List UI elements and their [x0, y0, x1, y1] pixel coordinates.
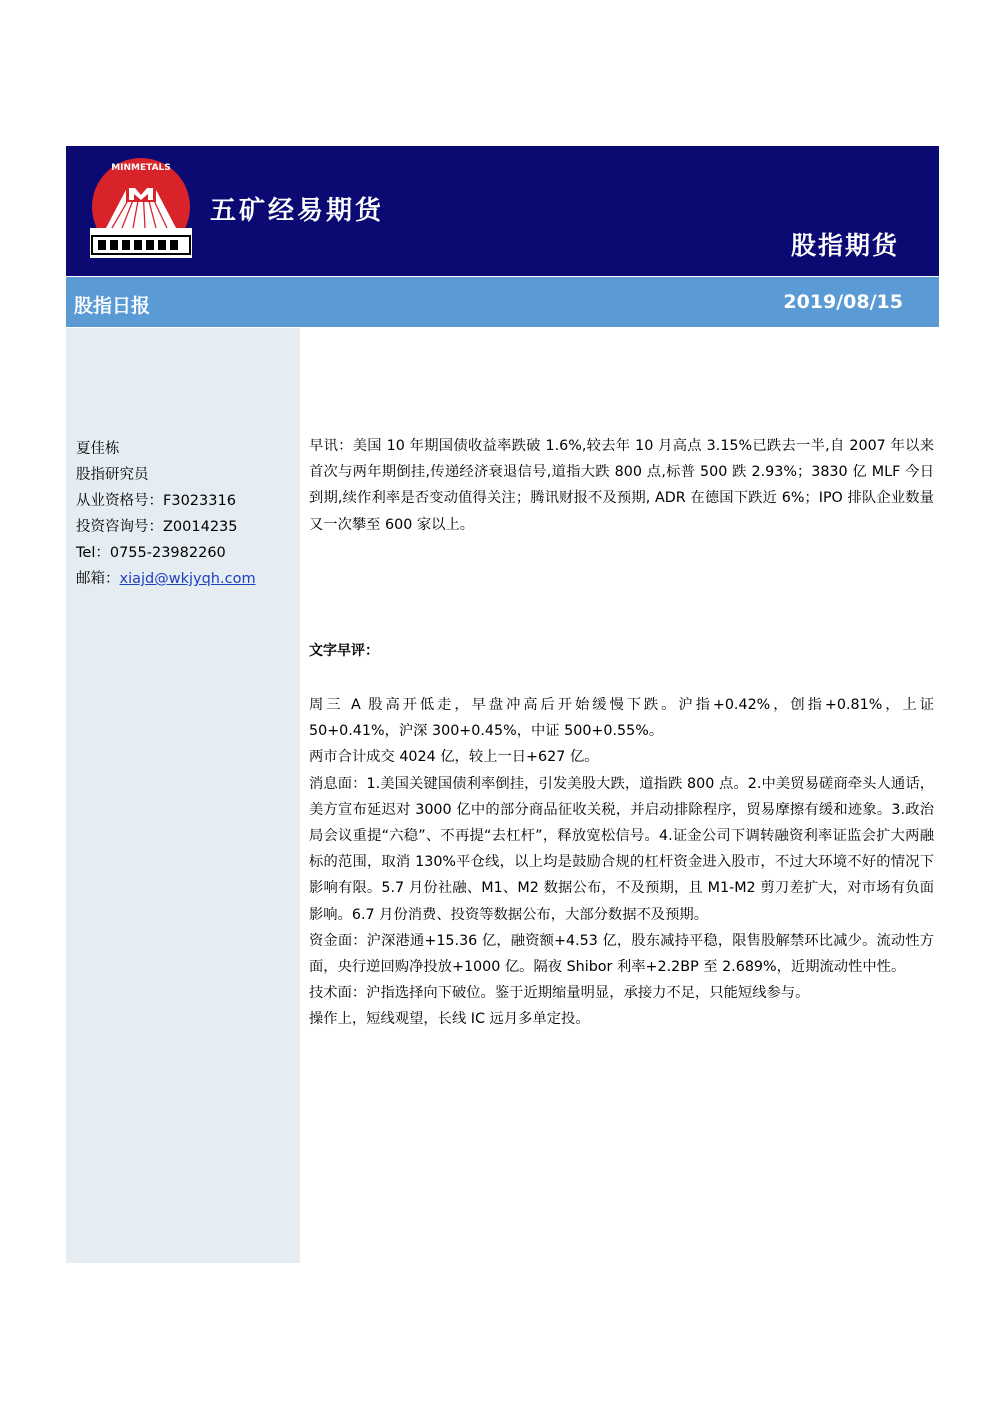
author-sidebar	[66, 328, 300, 1263]
author-info	[76, 436, 256, 592]
author-license: 从业资格号：F3023316	[76, 493, 236, 509]
report-type: 股指日报	[74, 295, 151, 317]
product-name: 股指期货	[790, 231, 899, 260]
comment-paragraph: 周三 A 股高开低走，早盘冲高后开始缓慢下跌。沪指+0.42%，创指+0.81%，上证 50+0.41%，沪深 300+0.45%，中证 500+0.55%。	[309, 697, 934, 740]
report-date: 2019/08/15	[783, 291, 903, 313]
comment-paragraph: 操作上，短线观望，长线 IC 远月多单定投。	[309, 1011, 590, 1028]
author-name: 夏佳栋	[76, 441, 120, 457]
author-email-row	[76, 566, 256, 592]
author-consult-license: 投资咨询号：Z0014235	[76, 519, 238, 535]
email-link[interactable]: xiajd@wkjyqh.com	[119, 571, 256, 587]
author-title: 股指研究员	[76, 467, 149, 483]
morning-news	[309, 433, 934, 538]
subheader-band	[66, 277, 939, 327]
morning-comment	[309, 692, 934, 1033]
news-paragraph: 早讯：美国 10 年期国债收益率跌破 1.6%,较去年 10 月高点 3.15%已跌去一半,自 2007 年以来首次与两年期倒挂,传递经济衰退信号,道指大跌 800 点,标普 500 跌 2.93%；3830 亿 MLF 今日到期,续作利率是否变动值得关注；腾讯财报不及预期, ADR 在德国下跌近 6%；IPO 排队企业数量又一次攀至 600 家以上。	[309, 438, 934, 533]
comment-paragraph: 资金面：沪深港通+15.36 亿，融资额+4.53 亿，股东减持平稳，限售股解禁环比减少。流动性方面，央行逆回购净投放+1000 亿。隔夜 Shibor 利率+2.2BP 至 2.689%，近期流动性中性。	[309, 932, 934, 976]
section-title: 文字早评：	[309, 643, 379, 659]
company-name: 五矿经易期货	[210, 196, 385, 226]
comment-paragraph: 消息面：1.美国关键国债利率倒挂，引发美股大跌，道指跌 800 点。2.中美贸易磋商牵头人通话，美方宣布延迟对 3000 亿中的部分商品征收关税，并启动排除程序，贸易摩擦有缓和迹象。3.政治局会议重提“六稳”、不再提“去杠杆”，释放宽松信号。4.证金公司下调转融资利率证监会扩大两融标的范围，取消 130%平仓线，以上均是鼓励合规的杠杆资金进入股市，不过大环境不好的情况下影响有限。5.7 月份社融、M1、M2 数据公布，不及预期，且 M1-M2 剪刀差扩大，对市场有负面影响。6.7 月份消费、投资等数据公布，大部分数据不及预期。	[309, 775, 934, 923]
comment-paragraph: 两市合计成交 4024 亿，较上一日+627 亿。	[309, 749, 599, 766]
minmetals-logo-icon	[90, 156, 192, 258]
logo-text: MINMETALS	[111, 163, 171, 173]
author-tel: Tel：0755-23982260	[76, 545, 226, 561]
header-band	[66, 146, 939, 276]
email-label: 邮箱：	[76, 571, 120, 587]
comment-paragraph: 技术面：沪指选择向下破位。鉴于近期缩量明显，承接力不足，只能短线参与。	[309, 985, 810, 1002]
